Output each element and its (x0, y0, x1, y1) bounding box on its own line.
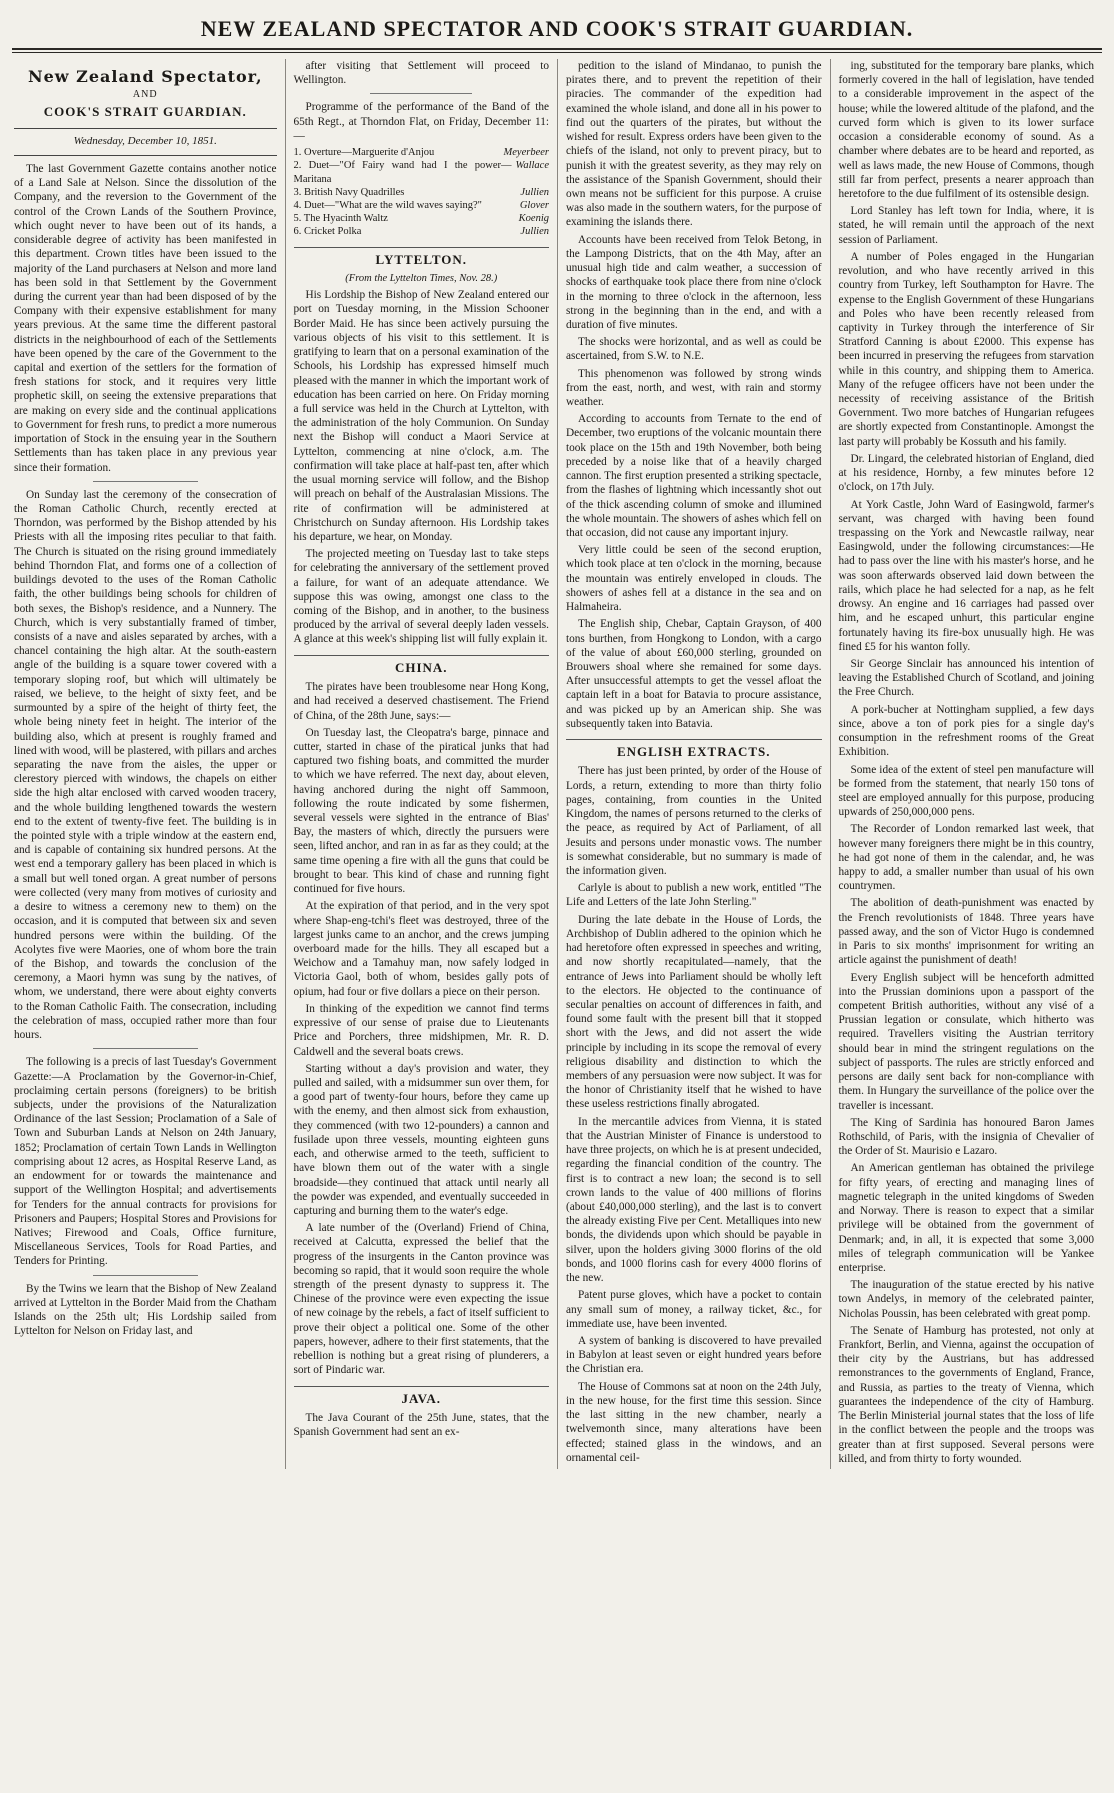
extract-item: A number of Poles engaged in the Hungarian revolution, and who have recently arrived in this country from Turkey, left Southampton for Havre. The expense to the English Government of these Hungarians and Poles who have been recently released from captivity in Turkey through the interference of Sir Stratford Canning is about £2000. This expense has been incurred in preserving the refugees from starvation while in this country, and shipping them to America. Many of the refugee officers have not been under the necessity of receiving assistance of the British Government. Two more batches of Hungarian refugees are shortly expected from Constantinople. Amongst the last party will probably be Kossuth and his family. (838, 250, 1094, 448)
extract-item: An American gentleman has obtained the privilege for fifty years, of erecting and managing lines of magnetic telegraph in the united kingdoms of Sweden and Norway. There is reason to expect that a similar privilege will be obtained from the government of Denmark; and, in all, it is expected that some 3,000 miles of telegraph communication will be Yankee enterprise. (838, 1162, 1094, 1274)
extract-item: The abolition of death-punishment was enacted by the French revolutionists of 1848. Three years have passed away, and the son of Victor Hugo is condemned in Paris to six months' imprisonment for writing an article against the punishment of death! (838, 897, 1094, 967)
article-earthquake: Accounts have been received from Telok Betong, in the Lampong Districts, that on the 4th May, after an unusual high tide and calm weather, a succession of shocks of earthquake took place there from nine o'clock in the morning to three o'clock in the afternoon, less strong in the beginning than in the end, and with a duration of five minutes. (566, 233, 822, 331)
article-china: Starting without a day's provision and water, they pulled and sailed, with a midsummer sun over them, for a good part of twenty-four hours, before they came up with the enemy, and then almost sick from exhaustion, they commenced (with two 12-pounders) a cannon and fusilade upon three vessels, mounting eighteen guns each, and otherwise armed to the teeth, sufficient to have blown them out of the water with a single broadside—they continued that attack until nearly all the powder was expended, and eventually succeeded in capturing and burning them to the water's edge. (293, 1062, 549, 1217)
article-catholic-church: On Sunday last the ceremony of the consecration of the Roman Catholic Church, recently erected at Thorndon, was performed by the Bishop attended by his Priests with all the imposing rites peculiar to that faith. The Church is situated on the rising ground immediately behind Thorndon Flat, and forms one of a collection of buildings devoted to the uses of the Roman Catholic faith, the other buildings being schools for children of both sexes, the Bishop's residence, and a Nunnery. The Church, which is very substantially framed of timber, consists of a nave and aisles separated by arches, with a chancel containing the high altar. At the south-eastern angle of the building is a square tower covered with a temporary sloping roof, but which will ultimately be raised, we believe, to the height of sixty feet, and be surmounted by a spire of the height of thirty feet, the whole being ninety feet in height. The interior of the building also, which at present is roughly framed and lined with wood, will be plastered, with pillars and arches separating the nave from the aisles, the upper or clerestory pierced with windows, the chapels on either side the high altar enclosed with carved wooden tracery, and the whole building lengthened towards the western end to the extent of twenty-five feet. The building is in the pointed style with a triple window at the eastern end, and is capable of containing six hundred persons. At the west end a temporary gallery has been placed in which is a small but well toned organ. A great number of persons were collected (very many from motives of curiosity and a desire to witness a ceremony new to them) on the occasion, and it is computed that between six and seven hundred persons were within the building. Of the Acolytes five were Maories, one of whom bore the train of the Bishop, and towards the conclusion of the ceremony, a Maori hymn was sung by the natives, of whom, we understand, there were about eighty converts to the Roman Catholic Faith. The consecration, including the celebration of mass, occupied rather more than four hours. (14, 488, 277, 1042)
paper-and: AND (132, 89, 158, 101)
extract-item: Carlyle is about to publish a new work, entitled "The Life and Letters of the late John Sterling." (566, 882, 822, 909)
column-4 (830, 59, 1103, 1469)
article-china: On Tuesday last, the Cleopatra's barge, pinnace and cutter, started in chase of the piratical junks that had captured two fishing boats, and committed the murder to which we have referred. The next day, about eleven, having anchored during the night off Sammoon, following the route indicated by some fishermen, several vessels were sighted in the entrance of Bias' Bay, the masters of which, directly the pursuers were seen, lifted anchor, and ran in as far as they could; at the same time opening a fire with all the guns that could be brought to bear. This kind of chase and running fight continued for five hours. (293, 726, 549, 896)
article-chebar: The English ship, Chebar, Captain Grayson, of 400 tons burthen, from Hongkong to London, with a cargo of the value of about £60,000 sterling, grounded on Brouwers shoal where she remained for some days. After unsuccessful attempts to get the vessel afloat the captain left in a boat for Batavia to procure assistance, and was picked up by an American ship. She was subsequently taken into Batavia. (566, 618, 822, 730)
extract-item: The Senate of Hamburg has protested, not only at Frankfort, Berlin, and Vienna, against the occupation of their city by the Austrians, but has addressed remonstrances to the governments of England, France, and Russia, as parties to the treaty of Vienna, which guarantees the independence of the city of Hamburg. The Berlin Ministerial journal states that the loss of life in the conflict between the people and the troops was greater than at first supposed. Several persons were killed, and from thirty to forty wounded. (838, 1324, 1094, 1465)
section-heading-lyttelton: LYTTELTON. (294, 247, 550, 268)
extract-item: Patent purse gloves, which have a pocket to contain any small sum of money, a railway ticket, &c., for immediate use, have been invented. (566, 1289, 822, 1330)
extract-item: The Recorder of London remarked last week, that however many foreigners there might be in this country, he had got none of them in the calendar, and, he was happy to add, a smaller number than usual of his own countrymen. (838, 823, 1094, 893)
programme-item: 5. The Hyacinth Waltz Koenig (293, 213, 549, 225)
programme-item: 3. British Navy Quadrilles Jullien (293, 186, 549, 198)
extract-item: A system of banking is discovered to have prevailed in Babylon at least seven or eight hundred years before the Christian era. (566, 1334, 822, 1376)
article-earthquake: The shocks were horizontal, and as well as could be ascertained, from S.W. to N.E. (566, 336, 822, 363)
column-1 (12, 59, 285, 1469)
divider (370, 93, 472, 94)
dateline: Wednesday, December 10, 1851. (14, 128, 277, 156)
extract-item: There has just been printed, by order of the House of Lords, a return, extending to more than thirty folio pages, containing, from counties in the United Kingdom, the names of persons returned to the clerks of the peace, as required by Act of Parliament, of all Jesuits and persons under monastic vows. The number is somewhat considerable, but no summary is made of the information given. (566, 765, 822, 877)
article-lyttelton-bishop: His Lordship the Bishop of New Zealand entered our port on Tuesday morning, in the Mission Schooner Border Maid. He has since been actively pursuing the various objects of his visit to this settlement. It is gratifying to learn that on a personal examination of the Schools, his Lordship has expressed himself much pleased with the manner in which the important work of education has been carried on here. On Friday morning a full service was held in the Church at Lyttelton, with the administration of the holy Communion. On Sunday next the Bishop will conduct a Maori Service at Lyttelton, commencing at nine o'clock, a.m. The confirmation will take place at half-past ten, after which the usual morning service will follow, and the Bishop will preach on behalf of the Australasian Missions. The rite of confirmation will be administered at Christchurch on Sunday afternoon. His Lordship takes his departure, we hear, on Monday. (293, 289, 549, 543)
section-heading-english-extracts: ENGLISH EXTRACTS. (566, 739, 822, 760)
programme-item: 6. Cricket Polka Jullien (293, 226, 549, 238)
extract-item: During the late debate in the House of Lords, the Archbishop of Dublin adhered to the opinion which he had heretofore often expressed in speeches and writing, and now shortly recapitulated—namely, that the entrance of Jews into Parliament should be wholly left to the electors. He objected to the continuance of secular penalties on account of differences in faith, and found some fault with the present bill that it stopped short with the Jews, and did not assert the wide principle by including in its scope the removal of every religious disability and distinction to which the members of any persuasion were now subject. It was for the honor of Christianity itself that he wished to have these useless restrictions finally abrogated. (566, 913, 822, 1111)
divider (93, 1048, 198, 1049)
article-china: At the expiration of that period, and in the very spot where Shap-eng-tchi's fleet was destroyed, three of the largest junks came to an anchor, and the crews jumping overboard made for the hills. They all escaped but a Weichow and a Tamahuy man, now safely lodged in Victoria Gaol, both of whom, besides gally pots of opium, had four or five dollars a piece on their person. (293, 900, 549, 998)
divider (93, 1275, 198, 1276)
programme-heading: Programme of the performance of the Band of the 65th Regt., at Thorndon Flat, on Friday, December 11:— (293, 101, 549, 142)
article-lyttelton-meeting: The projected meeting on Tuesday last to take steps for celebrating the anniversary of the settlement proved a failure, for want of an adequate attendance. We suppose this was owing, amongst one class to the coming of the Bishop, and in another, to the business produced by the arrival of several deeply laden vessels. A glance at this week's shipping list will fully explain it. (293, 548, 549, 646)
extract-item: Some idea of the extent of steel pen manufacture will be formed from the statement, that nearly 150 tons of steel are employed annually for this purpose, producing upwards of 250,000,000 pens. (838, 763, 1094, 819)
programme-list (294, 146, 550, 239)
extract-item: The inauguration of the statue erected by his native town Andelys, in memory of the celebrated painter, Nicholas Poussin, has been celebrated with great pomp. (838, 1279, 1094, 1320)
extract-item: At York Castle, John Ward of Easingwold, farmer's servant, was charged with having been found trespassing on the York and Newcastle railway, near Easingwold, under the following circumstances:—He had to pass over the line with his master's horse, and he was soon afterwards observed laid down between the rails, which place he had selected for a nap, as he felt drowsy. An engine and 16 carriages had passed over him, and he escaped unhurt, this particular engine fortunately having its fire-box unusually high. He was fined £5 for his wanton folly. (838, 498, 1094, 653)
masthead-rule (12, 52, 1102, 53)
article-java: The Java Courant of the 25th June, states, that the Spanish Government had sent an ex- (293, 1411, 549, 1439)
section-heading-china: CHINA. (294, 655, 550, 676)
column-3 (557, 59, 830, 1469)
article-land-sale: The last Government Gazette contains another notice of a Land Sale at Nelson. Since the dissolution of the Company, and the reversion to the Government of the control of the Crown Lands of the Southern Province, which ought never to have been out of its hands, a considerable degree of activity has been manifested in this department. Crown titles have been issued to the majority of the Land purchasers at Nelson and more land has been sold in that Settlement by the Government during the current year than had been disposed of by the Company with their expensive establishment for many years previous. At the same time the different pastoral districts in the neighbourhood of each of the Settlements have been opened by the care of the Government to the capital and exertion of the settlers for the formation of fresh stations for stock, and it requires very little prophetic skill, on seeing the extensive preparations that are making on every side and the continual applications to Government for fresh runs, to predict a more numerous importation of Stock in the ensuing year in the Southern Settlements than has taken place in any previous year since their formation. (14, 162, 277, 474)
article-earthquake: This phenomenon was followed by strong winds from the east, north, and west, with rain and stormy weather. (566, 367, 822, 409)
section-heading-java: JAVA. (294, 1386, 550, 1407)
extract-item: The House of Commons sat at noon on the 24th July, in the new house, for the first time this session. Since the last sitting in the new chamber, nearly a twelvemonth since, many alterations have been effected; stained glass in the windows, and an ornamental ceil- (566, 1380, 822, 1464)
paper-title: New Zealand Spectator, (27, 67, 263, 86)
extract-item: A pork-bucher at Nottingham supplied, a few days since, above a ton of pork pies for a single day's consumption in the refreshment rooms of the Great Exhibition. (838, 703, 1094, 759)
article-china: A late number of the (Overland) Friend of China, received at Calcutta, expressed the belief that the progress of the insurgents in the Canton province was becoming so rapid, that it would soon require the whole strength of the present dynasty to suppress it. The Chinese of the province were even expecting the issue of new coinage by the rebels, a fact of itself sufficient to prove their object a political one. Some of the other papers, however, adhere to their first statements, that the rebellion is nothing but a great rising of plunderers, a sort of Pindaric war. (293, 1222, 549, 1377)
programme-item: 1. Overture—Marguerite d'Anjou Meyerbeer (293, 147, 549, 159)
columns (12, 59, 1102, 1469)
extract-item: ing, substituted for the temporary bare planks, which formerly covered in the hall of legislation, have tended to a considerable improvement in the aspect of the house; while the lowered altitude of the plafond, and the curved form which is given to its lower surface occasion a considerable economy of sound. As a chamber where debates are to be heard and reported, as well as laws made, the new House of Commons, though still far from perfect, presents a nearer approach than heretofore to the due fulfilment of its ostensible design. (838, 60, 1094, 200)
extract-item: Dr. Lingard, the celebrated historian of England, died at his residence, Hornby, a few minutes before 12 o'clock, on 17th July. (838, 452, 1094, 494)
divider (93, 481, 198, 482)
article-gazette-precis: The following is a precis of last Tuesday's Government Gazette:—A Proclamation by the Governor-in-Chief, proclaiming certain persons (foreigners) to be british subjects, under the provisions of the Naturalization Ordinance of the last Session; Proclamation of a Sale of Town and Suburban Lands at Nelson on 24th January, 1852; Proclamation of certain Town Lands in Wellington comprising about 12 acres, as Hospital Reserve Land, as an endowment for or towards the maintenance and support of the Wellington Hospital; and advertisements for Tenders for the annual contracts for provisions for Prisoners and Paupers; Hospital Stores and Provisions for Natives; Firewood and Coals, Office furniture, Miscellaneous Services, Tools for Road Parties, and Tenders for Printing. (14, 1056, 277, 1268)
programme-item: 4. Duet—"What are the wild waves saying?" Glover (293, 199, 549, 211)
masthead-title: NEW ZEALAND SPECTATOR AND COOK'S STRAIT GUARDIAN. (12, 10, 1102, 50)
article-java-continued: pedition to the island of Mindanao, to punish the pirates there, and to prevent the repetition of their piracies. The commander of the expedition had examined the whole island, and done all in his power to find out the quarters of the pirates, but without the wished for result. Express orders have been given to the chiefs of the island, not only to prevent piracy, but to punish it with the greatest severity, as they may rely on the assistance of the Spanish Government, should their own means not be sufficient for this purpose. A cruise was also made in the southern waters, for the purpose of examining the islands there. (566, 60, 822, 229)
extract-item: In the mercantile advices from Vienna, it is stated that the Austrian Minister of Finance is understood to have three projects, on which he is at present undecided, regarding the financial condition of the country. The first is to contract a new loan; the second is to sell crown lands to the value of 400 millions of florins (about £40,000,000 sterling), and the last is to convert the already existing Five per Cent. Metalliques into new bonds, the dividends upon which should be payable in silver, upon the holders giving 3000 florins of the old bonds, and 1000 florins cash for every 4000 florins of the new. (566, 1115, 822, 1285)
article-bishop-twins: By the Twins we learn that the Bishop of New Zealand arrived at Lyttelton in the Border Maid from the Chatham Islands on the 25th ult; His Lordship sailed from Lyttelton for Nelson on Friday last, and (14, 1282, 277, 1338)
article-china: The pirates have been troublesome near Hong Kong, and had received a deserved chastisement. The Friend of China, of the 28th June, says:— (293, 681, 549, 722)
column-2 (285, 59, 558, 1469)
programme-item: 2. Duet—"Of Fairy wand had I the power—Maritana Wallace (293, 160, 549, 185)
paper-subtitle: COOK'S STRAIT GUARDIAN. (43, 103, 247, 119)
article-china: In thinking of the expedition we cannot find terms expressive of our sense of praise due to Lieutenants Price and Porchers, three midshipmen, Mr. R. D. Caldwell and the several boats crews. (293, 1002, 549, 1058)
extract-item: Lord Stanley has left town for India, where, it is stated, he will remain until the approach of the next session of Parliament. (838, 205, 1094, 246)
extract-item: The King of Sardinia has honoured Baron James Rothschild, of Paris, with the insignia of Chevalier of the Order of St. Maurisio e Lazaro. (838, 1116, 1094, 1158)
article-eruption: Very little could be seen of the second eruption, which took place at ten o'clock in the morning, because the mountain was entirely enveloped in clouds. The showers of ashes fell at a distance in the sea and on Halmaheira. (566, 544, 822, 614)
lyttelton-source: (From the Lyttelton Times, Nov. 28.) (345, 273, 498, 284)
article-bishop-continued: after visiting that Settlement will proceed to Wellington. (293, 60, 549, 87)
article-eruption: According to accounts from Ternate to the end of December, two eruptions of the volcanic mountain there took place on the 15th and 19th November, both being preceded by a noise like that of a heavily charged cannon. The first eruption presented a striking spectacle, from the flashes of lightning which incessantly shot out of the thick ascending column of smoke and illumined the whole mountain. The showers of ashes which fell on that occasion, did not cause any important injury. (566, 413, 822, 539)
extract-item: Every English subject will be henceforth admitted into the Prussian dominions upon a passport of the competent British authorities, without any visé of a Prussian legation or consulate, which hitherto was required. Travellers visiting the Austrian territory should bear in mind the stringent regulations on the subject of passports. The rules are strictly enforced and persons are daily sent back for non-compliance with them. In Hungary the surveillance of the police over the traveller is incessant. (838, 971, 1094, 1112)
extract-item: Sir George Sinclair has announced his intention of leaving the Established Church of Scotland, and joining the Free Church. (838, 657, 1094, 699)
